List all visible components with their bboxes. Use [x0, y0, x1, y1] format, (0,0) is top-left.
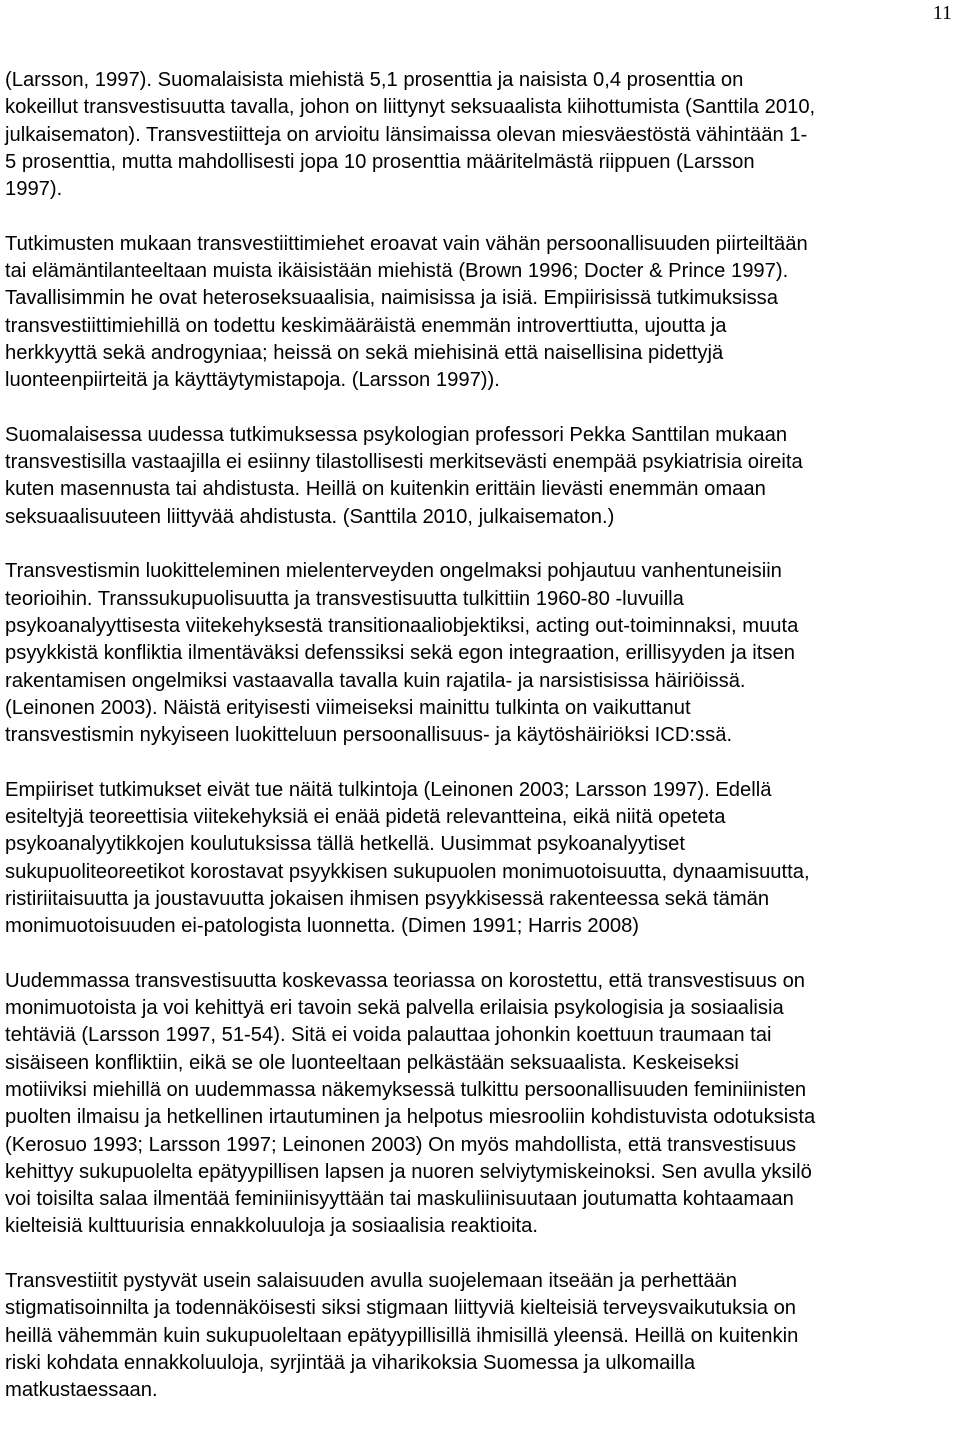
paragraph — [5, 67, 953, 203]
text-line: Tavallisimmin he ovat heteroseksuaalisia, naimisissa ja isiä. Empiirisissä tutkimuksissa — [5, 287, 778, 310]
text-line: teorioihin. Transsukupuolisuutta ja transvestisuutta tulkittiin 1960-80 -luvuilla — [5, 587, 684, 610]
paragraph — [5, 1268, 953, 1404]
text-line: puolten ilmaisu ja hetkellinen irtautuminen ja helpotus miesrooliin kohdistuvista odotuksista — [5, 1106, 816, 1129]
text-line: seksuaalisuuteen liittyvää ahdistusta. (Santtila 2010, julkaisematon.) — [5, 505, 615, 528]
text-line: Uudemmassa transvestisuutta koskevassa teoriassa on korostettu, että transvestisuus on — [5, 969, 806, 992]
text-line: julkaisematon). Transvestiitteja on arvioitu länsimaissa olevan miesväestöstä vähintään 1- — [5, 123, 808, 146]
paragraph — [5, 968, 953, 1241]
text-line: transvestisilla vastaajilla ei esiinny tilastollisesti merkitsevästi enempää psykiatrisia oireita — [5, 451, 803, 474]
text-line: riski kohdata ennakkoluuloja, syrjintää ja viharikoksia Suomessa ja ulkomailla — [5, 1351, 696, 1374]
text-line: esiteltyjä teoreettisia viitekehyksiä ei enää pidetä relevantteina, eikä niitä opeteta — [5, 806, 726, 829]
text-line: transvestiittimiehillä on todettu keskimääräistä enemmän introverttiutta, ujoutta ja — [5, 314, 727, 337]
text-line: transvestismin nykyiseen luokitteluun persoonallisuus- ja käytöshäiriöksi ICD:ssä. — [5, 724, 733, 747]
paragraph — [5, 422, 953, 531]
text-line: herkkyyttä sekä androgyniaa; heissä on sekä miehisinä että naisellisina pidettyjä — [5, 341, 724, 364]
text-line: (Kerosuo 1993; Larsson 1997; Leinonen 2003) On myös mahdollista, että transvestisuus — [5, 1133, 797, 1156]
text-line: (Leinonen 2003). Näistä erityisesti viimeiseksi mainittu tulkinta on vaikuttanut — [5, 696, 691, 719]
paragraph — [5, 558, 953, 749]
text-line: stigmatisoinnilta ja todennäköisesti siksi stigmaan liittyviä kielteisiä terveysvaikutuksia on — [5, 1297, 797, 1320]
text-line: kuten masennusta tai ahdistusta. Heillä on kuitenkin erittäin lievästi enemmän omaan — [5, 478, 766, 501]
text-line: 5 prosenttia, mutta mahdollisesti jopa 10 prosenttia määritelmästä riippuen (Larsson — [5, 150, 755, 173]
document-body — [5, 67, 953, 1432]
paragraph — [5, 777, 953, 941]
text-line: rakentamisen ongelmiksi vastaavalla tavalla kuin rajatila- ja narsistisissa häiriöissä. — [5, 669, 746, 692]
text-line: sukupuoliteoreetikot korostavat psyykkisen sukupuolen monimuotoisuutta, dynaamisuutta, — [5, 860, 810, 883]
text-line: Suomalaisessa uudessa tutkimuksessa psykologian professori Pekka Santtilan mukaan — [5, 423, 788, 446]
text-line: motiiviksi miehillä on uudemmassa näkemyksessä tulkittu persoonallisuuden feminiinisten — [5, 1078, 807, 1101]
text-line: Transvestiitit pystyvät usein salaisuuden avulla suojelemaan itseään ja perhettään — [5, 1270, 738, 1293]
text-line: voi toisilta salaa ilmentää feminiinisyyttään tai maskuliinisuutaan joutumatta kohtaamaan — [5, 1188, 794, 1211]
text-line: tehtäviä (Larsson 1997, 51-54). Sitä ei voida palauttaa johonkin koettuun traumaan tai — [5, 1024, 772, 1047]
text-line: Transvestismin luokitteleminen mielenterveyden ongelmaksi pohjautuu vanhentuneisiin — [5, 560, 782, 583]
text-line: Empiiriset tutkimukset eivät tue näitä tulkintoja (Leinonen 2003; Larsson 1997). Edellä — [5, 778, 772, 801]
text-line: sisäiseen konfliktiin, eikä se ole luonteeltaan pelkästään seksuaalista. Keskeiseksi — [5, 1051, 739, 1074]
text-line: monimuotoisuuden ei-patologista luonnetta. (Dimen 1991; Harris 2008) — [5, 915, 640, 938]
text-line: 1997). — [5, 178, 63, 201]
text-line: tai elämäntilanteeltaan muista ikäisistään miehistä (Brown 1996; Docter & Prince 1997). — [5, 260, 789, 283]
text-line: (Larsson, 1997). Suomalaisista miehistä 5,1 prosenttia ja naisista 0,4 prosenttia on — [5, 69, 744, 91]
text-line: kokeillut transvestisuutta tavalla, johon on liittynyt seksuaalista kiihottumista (Santtila 2010, — [5, 96, 816, 119]
text-line: ristiriitaisuutta ja joustavuutta jokaisen ihmisen psyykkisessä rakenteessa sekä tämän — [5, 887, 770, 910]
text-line: matkustaessaan. — [5, 1379, 158, 1402]
text-line: monimuotoista ja voi kehittyä eri tavoin sekä palvella erilaisia psykologisia ja sosiaalisia — [5, 997, 784, 1020]
text-line: psyykkistä konfliktia ilmentäväksi defenssiksi sekä egon integraation, erillisyyden ja itsen — [5, 642, 795, 665]
text-line: kielteisiä kulttuurisia ennakkoluuloja ja sosiaalisia reaktioita. — [5, 1215, 539, 1238]
page-number: 11 — [932, 2, 952, 24]
text-line: heillä vähemmän kuin sukupuoleltaan epätyypillisillä ihmisillä yleensä. Heillä on kuitenkin — [5, 1324, 799, 1347]
text-line: psykoanalyytikkojen koulutuksissa tällä hetkellä. Uusimmat psykoanalyytiset — [5, 833, 685, 856]
text-line: kehittyy sukupuolelta epätyypillisen lapsen ja nuoren selviytymiskeinoksi. Sen avulla yksilö — [5, 1160, 812, 1183]
text-line: luonteenpiirteitä ja käyttäytymistapoja. (Larsson 1997)). — [5, 369, 500, 392]
text-line: psykoanalyyttisesta viitekehyksestä transitionaaliobjektiksi, acting out-toiminnaksi, muuta — [5, 614, 799, 637]
paragraph — [5, 231, 953, 395]
text-line: Tutkimusten mukaan transvestiittimiehet eroavat vain vähän persoonallisuuden piirteiltään — [5, 232, 808, 255]
